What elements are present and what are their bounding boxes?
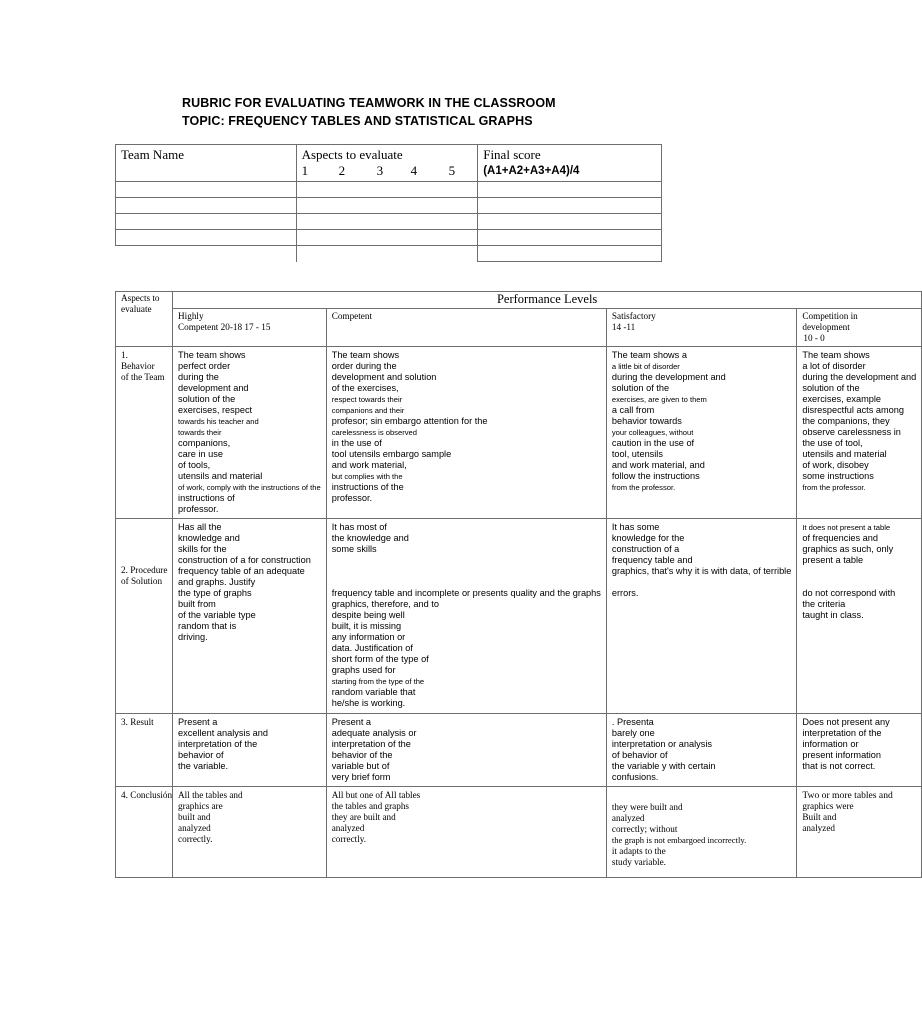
aspect-label: 3. Result [116,714,173,787]
level-header: Competition in development 10 - 0 [797,309,922,347]
final-score-cell[interactable] [478,246,662,262]
criteria-cell: The team shows perfect order during the development and solution of the exercises, respect towards his teacher and towards their companions, care in use of tools, utensils and material of work, comply with the instructions of the instructions of professor. [173,347,327,519]
level-header: Satisfactory 14 -11 [606,309,796,347]
rubric-row-conclusion [116,787,922,878]
final-score-cell[interactable] [478,198,662,214]
aspects-cell[interactable] [296,230,478,246]
criteria-cell: Does not present any interpretation of the information or present information that is not correct. [797,714,922,787]
criteria-cell: Present a adequate analysis or interpretation of the behavior of the variable but of very brief form [326,714,606,787]
team-name-cell[interactable] [116,214,297,230]
final-score-cell[interactable] [478,182,662,198]
aspect-label: 4. Conclusión [116,787,173,878]
criteria-cell: All but one of All tables the tables and graphs they are built and analyzed correctly. [326,787,606,878]
criteria-cell: Two or more tables and graphics were Built and analyzed [797,787,922,878]
aspects-header: Aspects to evaluate 1 2 3 4 5 [296,145,478,182]
aspects-cell[interactable] [296,182,478,198]
criteria-cell: The team shows a lot of disorder during the development and solution of the exercises, example disrespectful acts among the companions, they observe carelessness in the use of tool, utensils and material of work, disobey some instructions from the professor. [797,347,922,519]
document-title: RUBRIC FOR EVALUATING TEAMWORK IN THE CLASSROOM [182,96,556,110]
criteria-cell: Has all the knowledge and skills for the construction of a for construction frequency table of an adequate and graphs. Justify the type of graphs built from of the variable type random that is driving. [173,519,327,714]
document-topic: TOPIC: FREQUENCY TABLES AND STATISTICAL GRAPHS [182,114,533,128]
criteria-cell: . Presenta barely one interpretation or analysis of behavior of the variable y with certain confusions. [606,714,796,787]
final-score-cell[interactable] [478,230,662,246]
aspect-numbers: 1 2 3 4 5 [301,163,456,178]
final-score-header: Final score (A1+A2+A3+A4)/4 [478,145,662,182]
team-name-cell[interactable] [116,230,297,246]
criteria-cell: The team shows a a little bit of disorder during the development and solution of the exercises, are given to them a call from behavior towards your colleagues, without caution in the use of tool, utensils and work material, and follow the instructions from the professor. [606,347,796,519]
score-table [115,144,662,262]
team-name-cell[interactable] [116,182,297,198]
aspects-column-header: Aspects to evaluate [116,292,173,347]
final-score-cell[interactable] [478,214,662,230]
aspect-label: 1. Behavior of the Team [116,347,173,519]
team-name-cell[interactable] [116,198,297,214]
team-name-header: Team Name [116,145,297,182]
level-header: Highly Competent 20-18 17 - 15 [173,309,327,347]
criteria-cell: they were built and analyzed correctly; without the graph is not embargoed incorrectly. it adapts to the study variable. [606,787,796,878]
criteria-cell: Present a excellent analysis and interpretation of the behavior of the variable. [173,714,327,787]
rubric-table [115,291,922,878]
criteria-cell: It does not present a table of frequencies and graphics as such, only present a table do not correspond with the criteria taught in class. [797,519,922,714]
rubric-row-result [116,714,922,787]
performance-levels-header: Performance Levels [173,292,922,309]
aspects-cell[interactable] [296,198,478,214]
aspects-cell[interactable] [296,214,478,230]
criteria-cell: The team shows order during the development and solution of the exercises, respect towards their companions and their profesor; sin embargo attention for the carelessness is observed in the use of tool utensils embargo sample and work material, but complies with the instructions of the professor. [326,347,606,519]
criteria-cell: It has some knowledge for the construction of a frequency table and graphics, that's why it is with data, of terrible errors. [606,519,796,714]
criteria-cell: It has most of the knowledge and some skills frequency table and incomplete or presents quality and the graphs graphics, therefore, and to despite being well built, it is missing any information or data. Justification of short form of the type of graphs used for starting from the type of the random variable that he/she is working. [326,519,606,714]
criteria-cell: All the tables and graphics are built and analyzed correctly. [173,787,327,878]
rubric-row-behavior [116,347,922,519]
rubric-row-procedure [116,519,922,714]
aspect-label: 2. Procedure of Solution [116,519,173,714]
level-header: Competent [326,309,606,347]
